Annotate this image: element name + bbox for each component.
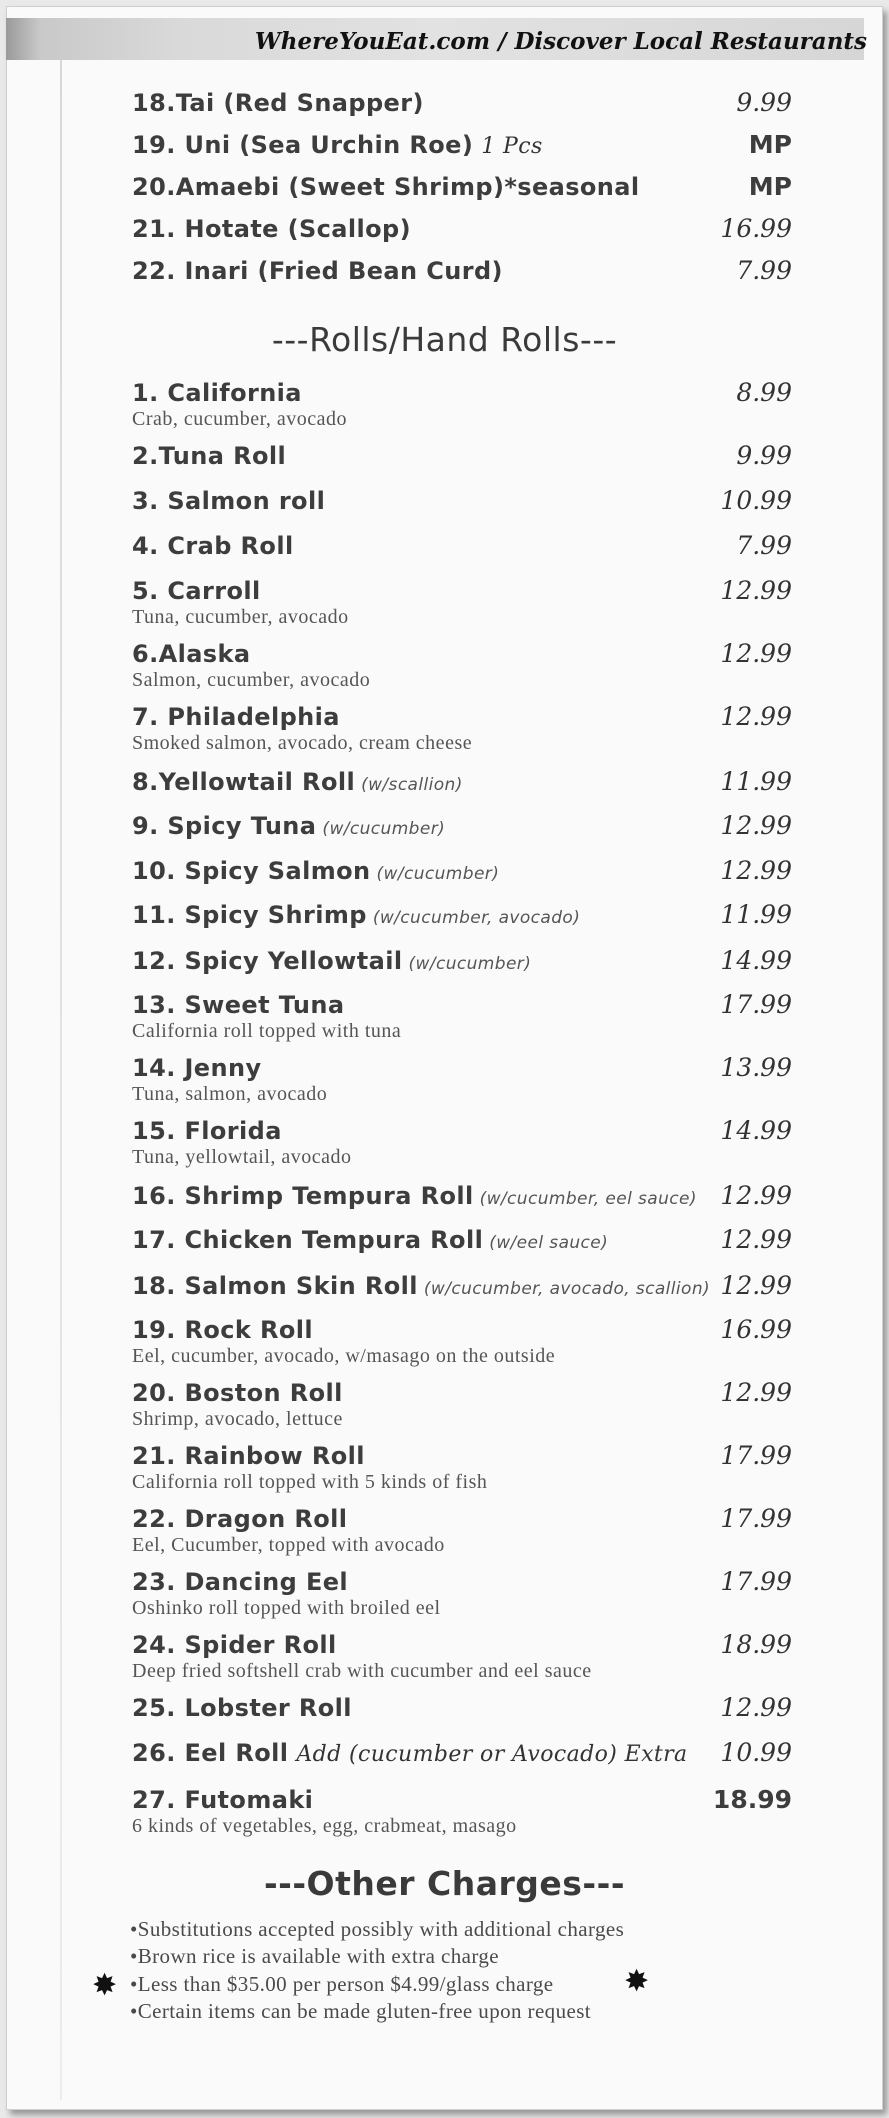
roll-item (132, 1504, 792, 1557)
roll-price: 14.99 (720, 946, 792, 975)
menu-item (132, 214, 792, 243)
roll-name-text: 4. Crab Roll (132, 532, 294, 560)
roll-note: (w/cucumber, eel sauce) (479, 1189, 697, 1209)
charge-line: •Brown rice is available with extra charge (130, 1944, 499, 1968)
roll-item (132, 1630, 792, 1683)
roll-item (132, 856, 792, 885)
roll-name (132, 379, 302, 407)
roll-item-line (132, 767, 792, 796)
roll-name-text: 19. Rock Roll (132, 1316, 314, 1344)
roll-item-line (132, 1567, 792, 1596)
roll-item (132, 1378, 792, 1431)
other-charges-title: ---Other Charges--- (263, 1864, 626, 1903)
roll-item (132, 1441, 792, 1494)
menu-item (132, 172, 792, 201)
roll-name (132, 442, 286, 470)
roll-item-line (132, 1181, 792, 1210)
item-name-text: 19. Uni (Sea Urchin Roe) (132, 131, 474, 159)
roll-name-text: 27. Futomaki (132, 1786, 314, 1814)
roll-item (132, 900, 792, 929)
roll-name-text: 10. Spicy Salmon (132, 857, 371, 885)
roll-description: Crab, cucumber, avocado (132, 408, 348, 430)
charge-line: •Less than $35.00 per person $4.99/glass charge (130, 1972, 554, 1996)
roll-description: Tuna, cucumber, avocado (132, 606, 349, 628)
roll-name-text: 16. Shrimp Tempura Roll (132, 1182, 474, 1210)
roll-price: 12.99 (720, 811, 792, 840)
roll-name (132, 1739, 688, 1767)
roll-description: 6 kinds of vegetables, egg, crabmeat, masago (132, 1815, 517, 1837)
handwritten-note: 1 Pcs (481, 134, 543, 159)
roll-description: California roll topped with 5 kinds of fish (132, 1471, 488, 1493)
roll-name (132, 703, 340, 731)
roll-note: (w/cucumber) (376, 864, 500, 884)
roll-note: (w/cucumber) (322, 819, 446, 839)
roll-name-text: 11. Spicy Shrimp (132, 901, 367, 929)
roll-item (132, 1785, 792, 1838)
roll-item (132, 441, 792, 470)
roll-price: 18.99 (712, 1785, 792, 1814)
roll-note: (w/cucumber) (408, 954, 532, 974)
roll-name-text: 9. Spicy Tuna (132, 812, 317, 840)
item-name: 21. Hotate (Scallop) (132, 215, 411, 243)
roll-price: 10.99 (720, 1738, 792, 1767)
roll-item (132, 1567, 792, 1620)
roll-name-text: 17. Chicken Tempura Roll (132, 1226, 484, 1254)
roll-price: 12.99 (720, 1271, 792, 1300)
roll-name (132, 947, 531, 975)
roll-name (132, 857, 499, 885)
roll-name-text: 12. Spicy Yellowtail (132, 947, 403, 975)
item-price: 7.99 (736, 256, 792, 285)
roll-item (132, 378, 792, 431)
roll-name-text: 15. Florida (132, 1117, 282, 1145)
roll-description: Tuna, salmon, avocado (132, 1083, 328, 1105)
roll-name (132, 1505, 347, 1533)
roll-item-line (132, 946, 792, 975)
roll-name (132, 1226, 608, 1254)
item-price: 9.99 (736, 88, 792, 117)
roll-item-line (132, 486, 792, 515)
roll-name-text: 14. Jenny (132, 1054, 262, 1082)
roll-name (132, 1786, 313, 1814)
roll-item (132, 1116, 792, 1169)
roll-price: 12.99 (720, 702, 792, 731)
item-price: MP (748, 130, 792, 159)
roll-description: Tuna, yellowtail, avocado (132, 1146, 352, 1168)
roll-name-text: 3. Salmon roll (132, 487, 326, 515)
roll-name-text: 8.Yellowtail Roll (132, 768, 356, 796)
roll-item-line (132, 1738, 792, 1767)
sushi-items-list (132, 88, 792, 285)
roll-item (132, 1181, 792, 1210)
item-name (132, 131, 543, 159)
roll-name (132, 640, 250, 668)
roll-item-line (132, 1378, 792, 1407)
roll-price: 12.99 (720, 1378, 792, 1407)
roll-name-text: 2.Tuna Roll (132, 442, 287, 470)
roll-item-line (132, 531, 792, 560)
roll-item-line (132, 1441, 792, 1470)
roll-item-line (132, 1053, 792, 1082)
roll-item (132, 1053, 792, 1106)
roll-name (132, 1442, 365, 1470)
roll-item (132, 1693, 792, 1722)
roll-item-line (132, 1225, 792, 1254)
roll-price: 7.99 (736, 531, 792, 560)
item-name: 18.Tai (Red Snapper) (132, 89, 424, 117)
roll-item-line (132, 702, 792, 731)
roll-item (132, 946, 792, 975)
item-name: 20.Amaebi (Sweet Shrimp)*seasonal (132, 173, 640, 201)
roll-name-text: 23. Dancing Eel (132, 1568, 349, 1596)
roll-item (132, 702, 792, 755)
roll-name (132, 532, 294, 560)
roll-item (132, 1225, 792, 1254)
roll-name-text: 1. California (132, 379, 302, 407)
roll-price: 13.99 (720, 1053, 792, 1082)
roll-name-text: 18. Salmon Skin Roll (132, 1272, 418, 1300)
roll-item-line (132, 441, 792, 470)
roll-price: 11.99 (720, 767, 792, 796)
roll-note: (w/cucumber, avocado) (372, 908, 581, 928)
menu-item (132, 256, 792, 285)
star-mark-icon: ✸ (92, 1968, 118, 2003)
roll-item (132, 1315, 792, 1368)
roll-note: (w/eel sauce) (489, 1233, 609, 1253)
roll-name-text: 20. Boston Roll (132, 1379, 343, 1407)
roll-price: 17.99 (720, 990, 792, 1019)
roll-note: (w/cucumber, avocado, scallion) (423, 1279, 711, 1299)
roll-name-text: 6.Alaska (132, 640, 251, 668)
roll-item-line (132, 576, 792, 605)
roll-item (132, 639, 792, 692)
roll-name (132, 1182, 697, 1210)
roll-name-text: 22. Dragon Roll (132, 1505, 348, 1533)
roll-name (132, 991, 344, 1019)
menu-item (132, 88, 792, 117)
roll-price: 12.99 (720, 639, 792, 668)
roll-description: Salmon, cucumber, avocado (132, 669, 371, 691)
roll-name (132, 1694, 352, 1722)
roll-name (132, 1631, 337, 1659)
roll-item-line (132, 378, 792, 407)
roll-description: Shrimp, avocado, lettuce (132, 1408, 343, 1430)
roll-name-text: 21. Rainbow Roll (132, 1442, 365, 1470)
roll-price: 11.99 (720, 900, 792, 929)
roll-name (132, 1379, 343, 1407)
roll-description: Eel, Cucumber, topped with avocado (132, 1534, 445, 1556)
roll-item (132, 767, 792, 796)
charge-line: •Substitutions accepted possibly with additional charges (130, 1917, 625, 1941)
roll-item-line (132, 639, 792, 668)
roll-name-text: 5. Carroll (132, 577, 261, 605)
roll-item-line (132, 1630, 792, 1659)
roll-description: Smoked salmon, avocado, cream cheese (132, 732, 473, 754)
roll-price: 18.99 (720, 1630, 792, 1659)
roll-name (132, 901, 580, 929)
roll-item (132, 811, 792, 840)
roll-name (132, 1316, 313, 1344)
roll-name (132, 487, 325, 515)
roll-name-text: 13. Sweet Tuna (132, 991, 345, 1019)
roll-item-line (132, 990, 792, 1019)
roll-item-line (132, 1504, 792, 1533)
roll-name-text: 24. Spider Roll (132, 1631, 337, 1659)
roll-description: Eel, cucumber, avocado, w/masago on the outside (132, 1345, 556, 1367)
roll-item-line (132, 1116, 792, 1145)
roll-price: 12.99 (720, 1225, 792, 1254)
handwritten-note: Add (cucumber or Avocado) Extra (296, 1742, 688, 1767)
roll-item (132, 486, 792, 515)
roll-name (132, 1054, 262, 1082)
roll-name-text: 25. Lobster Roll (132, 1694, 352, 1722)
roll-item (132, 531, 792, 560)
roll-name (132, 1568, 348, 1596)
roll-item (132, 576, 792, 629)
roll-name (132, 1272, 710, 1300)
roll-item-line (132, 1693, 792, 1722)
roll-price: 12.99 (720, 576, 792, 605)
charge-line: •Certain items can be made gluten-free upon request (130, 1999, 591, 2023)
roll-name-text: 7. Philadelphia (132, 703, 340, 731)
roll-price: 9.99 (736, 441, 792, 470)
item-name: 22. Inari (Fried Bean Curd) (132, 257, 503, 285)
item-price: MP (748, 172, 792, 201)
roll-description: Deep fried softshell crab with cucumber and eel sauce (132, 1660, 592, 1682)
menu-item (132, 130, 792, 159)
star-mark-icon: ✸ (624, 1964, 650, 1999)
roll-price: 12.99 (720, 856, 792, 885)
site-header-title[interactable]: WhereYouEat.com / Discover Local Restaurants (254, 28, 867, 55)
roll-price: 12.99 (720, 1181, 792, 1210)
roll-price: 17.99 (720, 1504, 792, 1533)
roll-item-line (132, 1315, 792, 1344)
roll-item-line (132, 1271, 792, 1300)
roll-price: 14.99 (720, 1116, 792, 1145)
roll-description: California roll topped with tuna (132, 1020, 402, 1042)
roll-price: 17.99 (720, 1567, 792, 1596)
roll-note: (w/scallion) (361, 775, 463, 795)
rolls-section-title: ---Rolls/Hand Rolls--- (271, 320, 618, 359)
roll-item-line (132, 1785, 792, 1814)
roll-price: 12.99 (720, 1693, 792, 1722)
roll-price: 16.99 (720, 1315, 792, 1344)
roll-item (132, 990, 792, 1043)
roll-item (132, 1271, 792, 1300)
roll-name (132, 577, 261, 605)
roll-price: 17.99 (720, 1441, 792, 1470)
roll-item-line (132, 811, 792, 840)
roll-price: 10.99 (720, 486, 792, 515)
roll-name (132, 812, 445, 840)
roll-description: Oshinko roll topped with broiled eel (132, 1597, 441, 1619)
roll-name (132, 1117, 282, 1145)
roll-name (132, 768, 463, 796)
roll-item-line (132, 856, 792, 885)
roll-name-text: 26. Eel Roll (132, 1739, 289, 1767)
roll-item-line (132, 900, 792, 929)
roll-item (132, 1738, 792, 1767)
item-price: 16.99 (720, 214, 792, 243)
roll-price: 8.99 (736, 378, 792, 407)
